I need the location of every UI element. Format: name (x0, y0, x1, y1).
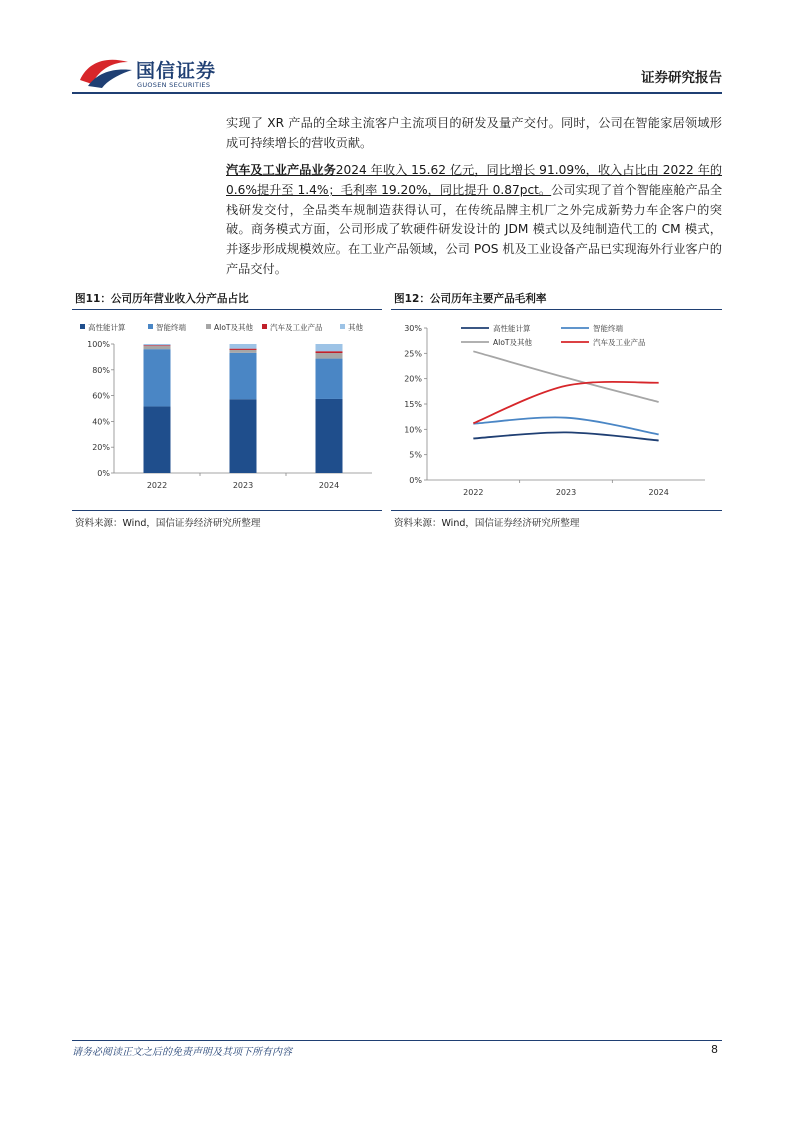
fig12-source: 资料来源：Wind，国信证券经济研究所整理 (394, 518, 580, 529)
y-tick-label: 15% (404, 400, 422, 409)
header (72, 52, 722, 92)
legend-swatch (206, 324, 211, 329)
bar-segment (144, 346, 171, 349)
y-tick-label: 80% (92, 365, 110, 375)
fig11-title-rule (72, 309, 382, 310)
legend-label: 高性能计算 (493, 324, 531, 333)
bar-segment (230, 349, 257, 350)
bar-segment (316, 359, 343, 399)
para1-text: 实现了 XR 产品的全球主流客户主流项目的研发及量产交付。同时，公司在智能家居领域形成可持续增长的营收贡献。 (226, 116, 722, 150)
fig11-title: 图11：公司历年营业收入分产品占比 (75, 293, 249, 305)
logo-cn: 国信证券 (136, 60, 217, 82)
fig12-chart (391, 314, 723, 506)
para2-bold-lead: 汽车及工业产品业务 (226, 163, 336, 177)
x-tick-label: 2022 (146, 481, 168, 490)
legend-label: 智能终端 (156, 323, 186, 332)
legend-label: AIoT及其他 (493, 338, 533, 347)
y-tick-label: 30% (404, 324, 422, 333)
logo-en: GUOSEN SECURITIES (137, 81, 211, 89)
x-tick-label: 2023 (232, 481, 254, 490)
fig12-title-rule (391, 309, 722, 310)
bar-segment (144, 345, 171, 346)
legend-swatch (80, 324, 85, 329)
legend-label: AIoT及其他 (214, 323, 254, 332)
bar-segment (144, 406, 171, 473)
series-line (473, 432, 658, 440)
y-tick-label: 40% (92, 417, 110, 427)
para2-underlined: 2024 年收入 15.62 亿元，同比增长 91.09%，收入占比由 2022 年的 0.6%提升至 1.4%；毛利率 19.20%，同比提升 0.87pct。 (226, 163, 723, 197)
x-tick-label: 2024 (318, 481, 340, 490)
guosen-logo-icon (76, 54, 136, 90)
fig11-bottom-rule (72, 510, 382, 511)
fig12-title: 图12：公司历年主要产品毛利率 (394, 293, 547, 305)
bar-segment (230, 399, 257, 473)
bar-segment (230, 344, 257, 349)
fig11-source: 资料来源：Wind，国信证券经济研究所整理 (75, 518, 261, 529)
x-tick-label: 2022 (463, 488, 484, 497)
paragraph-auto-industrial (226, 161, 722, 280)
header-rule (72, 92, 722, 94)
x-tick-label: 2023 (555, 488, 577, 497)
footer-rule (72, 1040, 722, 1041)
legend-label: 汽车及工业产品 (593, 338, 646, 347)
legend-label: 高性能计算 (88, 323, 126, 332)
legend-swatch (262, 324, 267, 329)
legend-swatch (148, 324, 153, 329)
series-line (473, 351, 658, 402)
bar-segment (144, 344, 171, 345)
x-tick-label: 2024 (648, 488, 669, 497)
bar-segment (230, 353, 257, 399)
paragraph-xr (226, 114, 722, 154)
y-tick-label: 5% (409, 450, 422, 460)
bar-segment (316, 344, 343, 351)
bar-segment (316, 351, 343, 353)
para2-rest: 公司实现了首个智能座舱产品全栈研发交付，全品类车规制造获得认可，在传统品牌主机厂之外完成新势力车企客户的突破。商务模式方面，公司形成了软硬件研发设计的 JDM 模式以及纯制造代工的 CM 模式，并逐步形成规模效应。在工业产品领域，公司 POS 机及工业设备产品已实现海外行业客户的产品交付。 (226, 182, 723, 276)
bar-segment (144, 349, 171, 406)
y-tick-label: 10% (404, 425, 422, 435)
y-tick-label: 20% (404, 374, 422, 384)
fig11-chart (72, 314, 384, 506)
y-tick-label: 100% (87, 340, 110, 349)
report-type: 证券研究报告 (641, 70, 722, 86)
legend-label: 智能终端 (593, 324, 623, 333)
legend-label: 汽车及工业产品 (270, 323, 323, 332)
bar-segment (316, 353, 343, 359)
bar-segment (316, 399, 343, 473)
y-tick-label: 60% (92, 391, 110, 401)
y-tick-label: 0% (409, 476, 422, 485)
legend-swatch (340, 324, 345, 329)
footer-disclaimer: 请务必阅读正文之后的免责声明及其项下所有内容 (72, 1047, 292, 1058)
bar-segment (230, 350, 257, 353)
y-tick-label: 20% (92, 443, 110, 453)
page-number: 8 (711, 1043, 718, 1056)
y-tick-label: 0% (97, 469, 110, 478)
y-tick-label: 25% (404, 349, 422, 359)
fig12-bottom-rule (391, 510, 722, 511)
legend-label: 其他 (348, 323, 363, 332)
